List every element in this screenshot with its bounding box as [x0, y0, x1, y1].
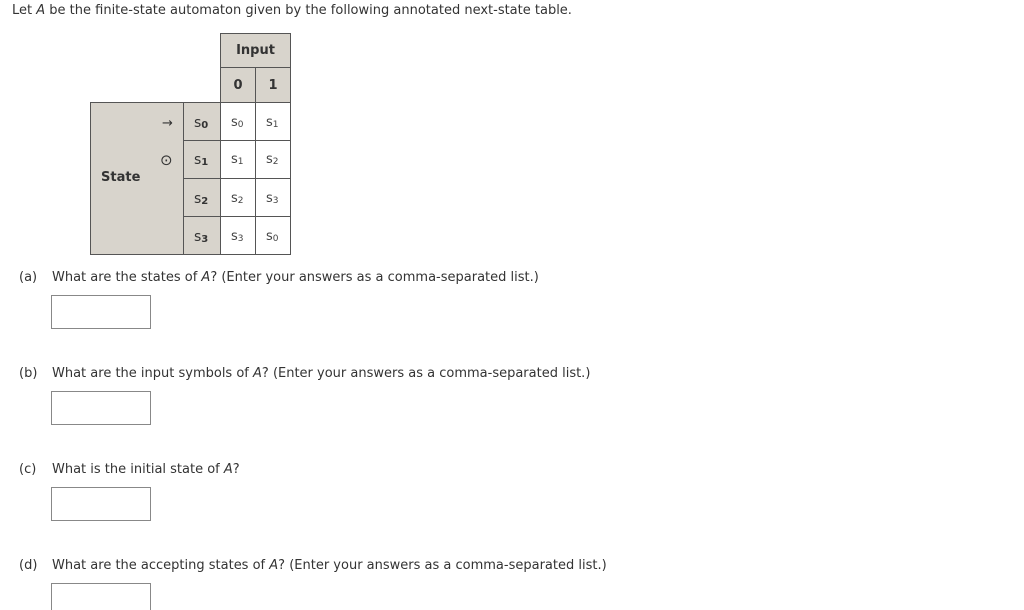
row-state-s0: $s_0$	[194, 115, 209, 131]
row-divider	[183, 216, 291, 217]
row-state-s2: $s_2$	[194, 191, 209, 207]
answer-d-input[interactable]	[51, 583, 151, 610]
next-state-cell: $s_3$	[231, 229, 244, 244]
row-state-s1: $s_1$	[194, 152, 209, 168]
question-a: (a) What are the states of A? (Enter your answers as a comma-separated list.)	[19, 270, 539, 285]
intro-text: Let A be the finite-state automaton given by the following annotated next-state table.	[12, 3, 572, 18]
question-d: (d) What are the accepting states of A? (Enter your answers as a comma-separated list.)	[19, 558, 607, 573]
next-state-cell: $s_1$	[266, 115, 279, 130]
next-state-cell: $s_1$	[231, 152, 244, 167]
row-state-s3: $s_3$	[194, 229, 209, 245]
row-divider	[183, 178, 291, 179]
input-symbol-1: 1	[255, 67, 291, 103]
accepting-state-icon: ⊙	[160, 151, 173, 169]
input-header: Input	[220, 33, 291, 68]
answer-c-input[interactable]	[51, 487, 151, 521]
answer-b-input[interactable]	[51, 391, 151, 425]
row-divider	[183, 140, 291, 141]
question-b: (b) What are the input symbols of A? (Enter your answers as a comma-separated list.)	[19, 366, 591, 381]
next-state-cell: $s_0$	[231, 115, 244, 130]
state-header: State	[101, 170, 141, 185]
next-state-cell: $s_3$	[266, 191, 279, 206]
question-c: (c) What is the initial state of A?	[19, 462, 240, 477]
next-state-cell: $s_0$	[266, 229, 279, 244]
answer-a-input[interactable]	[51, 295, 151, 329]
input-symbol-0: 0	[220, 67, 256, 103]
start-arrow-icon: →	[162, 116, 173, 131]
next-state-cell: $s_2$	[266, 152, 279, 167]
next-state-cell: $s_2$	[231, 191, 244, 206]
